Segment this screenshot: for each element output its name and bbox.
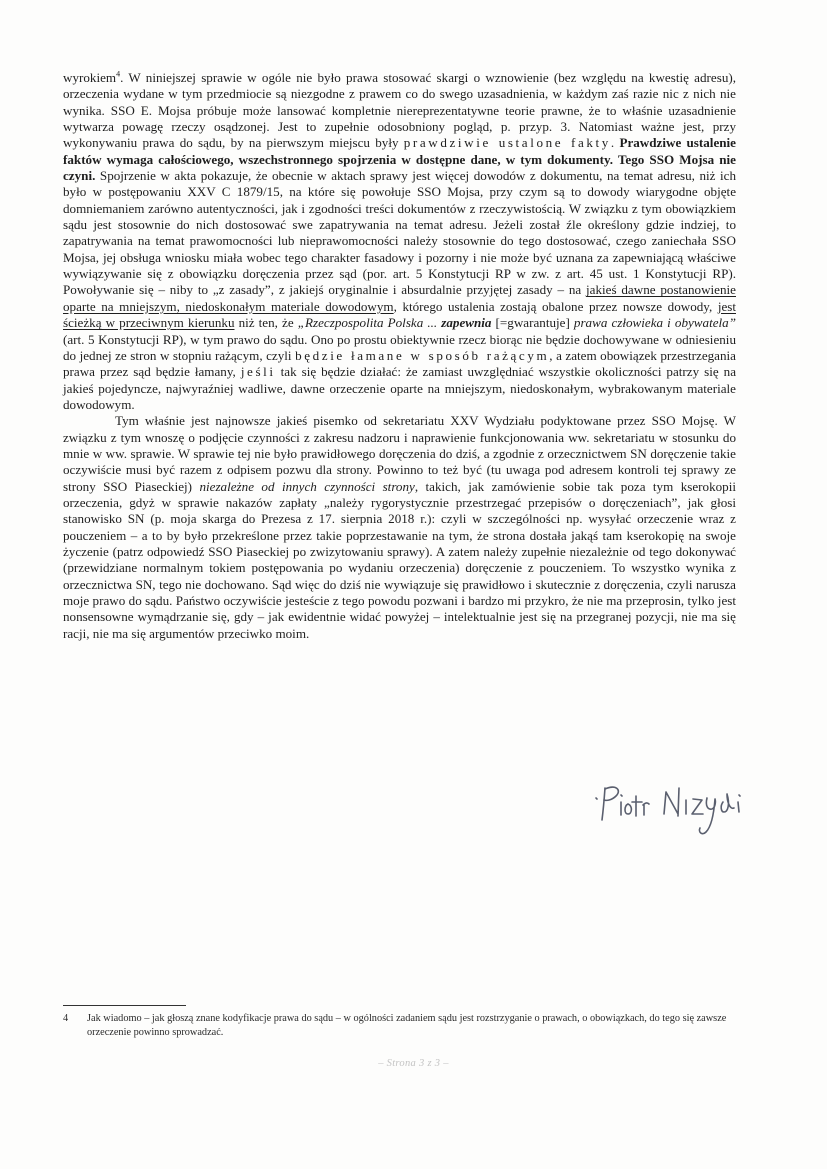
emphasis-italic: „Rzeczpospolita Polska ... — [297, 315, 442, 331]
handwritten-signature — [590, 782, 760, 840]
text-run: . W niniejszej sprawie w ogóle nie było prawa stosować skargi o wznowienie (bez względu na kwestię adresu), orzeczenia wydane w tym przedmiocie są niezgodne z prawem co do swego uzasadnienia, w każdym zaś razie nic z nich nie wynika. SSO E. Mojsa próbuje może lansować kompletnie niereprezentatywne teorie prawne, że to właśnie uzasadnienie wytwarza powagę rzeczy osądzonej. Jest to zupełnie odosobniony pogląd, p. przyp. 3. Natomiast ważne jest, przy wykonywaniu prawa do sądu, by na pierwszym miejscu były — [63, 70, 736, 151]
footnote-number: 4 — [63, 1013, 69, 1024]
text-run: tak się będzie działać: że zamiast uwzględniać wszystkie okoliczności patrzy się na jakieś pojedyncze, najwyraźniej wadliwe, dawne orzeczenie oparte na mniejszym, niedoskonałym, wybrakowanym materiale dowodowym. — [63, 364, 737, 412]
footnote-separator — [63, 1005, 186, 1006]
emphasis-spaced: prawdziwie ustalone fakty — [403, 135, 611, 151]
emphasis-spaced: jeśli — [240, 364, 276, 380]
footnote-text: Jak wiadomo – jak głoszą znane kodyfikacje prawa do sądu – w ogólności zadaniem sądu jest rozstrzyganie o prawach, o obowiązkach, do tego się zawsze orzeczenie powinno sprowadzać. — [87, 1013, 727, 1038]
emphasis-bold: Prawdziwe ustalenie faktów wymaga całościowego, wszechstronnego spojrzenia w dostępne dane, w tym dokumenty. Tego SSO Mojsa nie czyni. — [63, 135, 736, 184]
footnote — [63, 1012, 736, 1040]
emphasis-italic: prawa człowieka i obywatela” — [573, 315, 736, 331]
text-run: Tym właśnie jest najnowsze jakieś pisemko od sekretariatu XXV Wydziału podyktowane przez SSO Mojsę. W związku z tym wnoszę o podjęcie czynności z zakresu nadzoru i naprawienie funkcjonowania ww. sekretariatu w stosunku do mnie w ww. sprawie. W sprawie tej nie było prawidłowego doręczenia do dziś, a zgodnie z orzecznictwem SN doręczenie takie oczywiście musi być razem z odpisem pozwu dla strony. Powinno to też być (tu uwaga pod adresem kontroli tej sprawy ze strony SSO Piaseckiej) — [63, 413, 736, 494]
emphasis-italic: niezależne od innych czynności strony — [199, 478, 415, 494]
emphasis-bold-italic: zapewnia — [441, 315, 492, 331]
emphasis-spaced: będzie łamane w sposób rażącym — [295, 347, 550, 363]
paragraph-1 — [63, 70, 736, 413]
page-number: – Strona 3 z 3 – — [378, 1058, 449, 1069]
text-run: wyrokiem — [63, 70, 117, 85]
text-run: , którego ustalenia zostają obalone przez nowsze dowody, — [393, 298, 718, 314]
text-run: , takich, jak zamówienie sobie tak poza tym kserokopii orzeczenia, gdyż w sprawie nakazów zapłaty „należy rygorystycznie przestrzegać przepisów o doręczeniach”, jak głosi stanowisko SN (p. moja skarga do Prezesa z 17. sierpnia 2018 r.): czyli w szczególności np. wysyłać orzeczenie wraz z pouczeniem – a to by było przekreślone przez takie poprzestawanie na tym, że strona dostała jakąś tam kserokopię na swoje życzenie (patrz odpowiedź SSO Piaseckiej po zwizytowaniu sprawy). A zatem należy zupełnie niezależnie od tego dokonywać (przewidziane normalnym tokiem postępowania po wydaniu orzeczenia) doręczenie z pouczeniem. To wszystko wynika z orzecznictwa SN, tego nie dochowano. Sąd więc do dziś nie wywiązuje się prawidłowo i skutecznie z doręczenia, czyli narusza moje prawo do sądu. Państwo oczywiście jesteście z tego powodu pozwani i bardzo mi przykro, że nie ma przeprosin, tylko jest nonsensowne wymądrzanie się, gdy – jak ewidentnie widać powyżej – intelektualnie jest się na przegranej pozycji, nie ma się racji, nie ma się argumentów przeciwko moim. — [63, 478, 736, 641]
emphasis-underline: jest ścieżką w przeciwnym kierunku — [63, 298, 736, 331]
text-run: , a zatem obowiązek przestrzegania prawa przez sąd będzie łamany, — [63, 347, 736, 380]
body-text — [63, 70, 736, 642]
text-run: niż ten, że — [234, 315, 298, 331]
footnote-ref[interactable]: 4 — [116, 69, 121, 79]
text-run: . — [610, 135, 620, 151]
paragraph-2 — [63, 413, 736, 642]
emphasis-underline: jakieś dawne postanowienie oparte na mniejszym, niedoskonałym materiale dowodowym — [63, 282, 736, 314]
text-run: [=gwarantuje] — [491, 315, 574, 331]
text-run: (art. 5 Konstytucji RP), w tym prawo do sądu. Ono po prostu obiektywnie rzecz biorąc nie będzie dochowywane w odniesieniu do jednej ze stron w stopniu rażącym, czyli — [63, 331, 736, 363]
text-run: Spojrzenie w akta pokazuje, że obecnie w aktach sprawy jest więcej dowodów z dokumentu, na temat adresu, niż ich było w postępowaniu XXV C 1879/15, na które się powołuje SSO Mojsa, przy czym są to dowody wiarygodne objęte domniemaniem zarówno autentyczności, jak i zgodności treści dokumentów z rzeczywistością. W związku z tym obowiązkiem sądu jest stosownie do nich dostosować swe zapatrywania na temat adresu. Jeżeli został źle określony gdzie indziej, to zapatrywania na temat prawomocności lub nieprawomocności należy stosownie do tego dostosować, czego zaniechała SSO Mojsa, jej obsługa wniosku miała wobec tego charakter fasadowy i pozorny i nie może być uznana za zapewniającą właściwe wywiązywanie się z obowiązku doręczenia przez sąd (por. art. 5 Konstytucji RP w zw. z art. 45 ust. 1 Konstytucji RP). Powoływanie się – niby to „z zasady”, z jakiejś oryginalnie i absurdalnie przyjętej zasady – na — [63, 168, 736, 298]
